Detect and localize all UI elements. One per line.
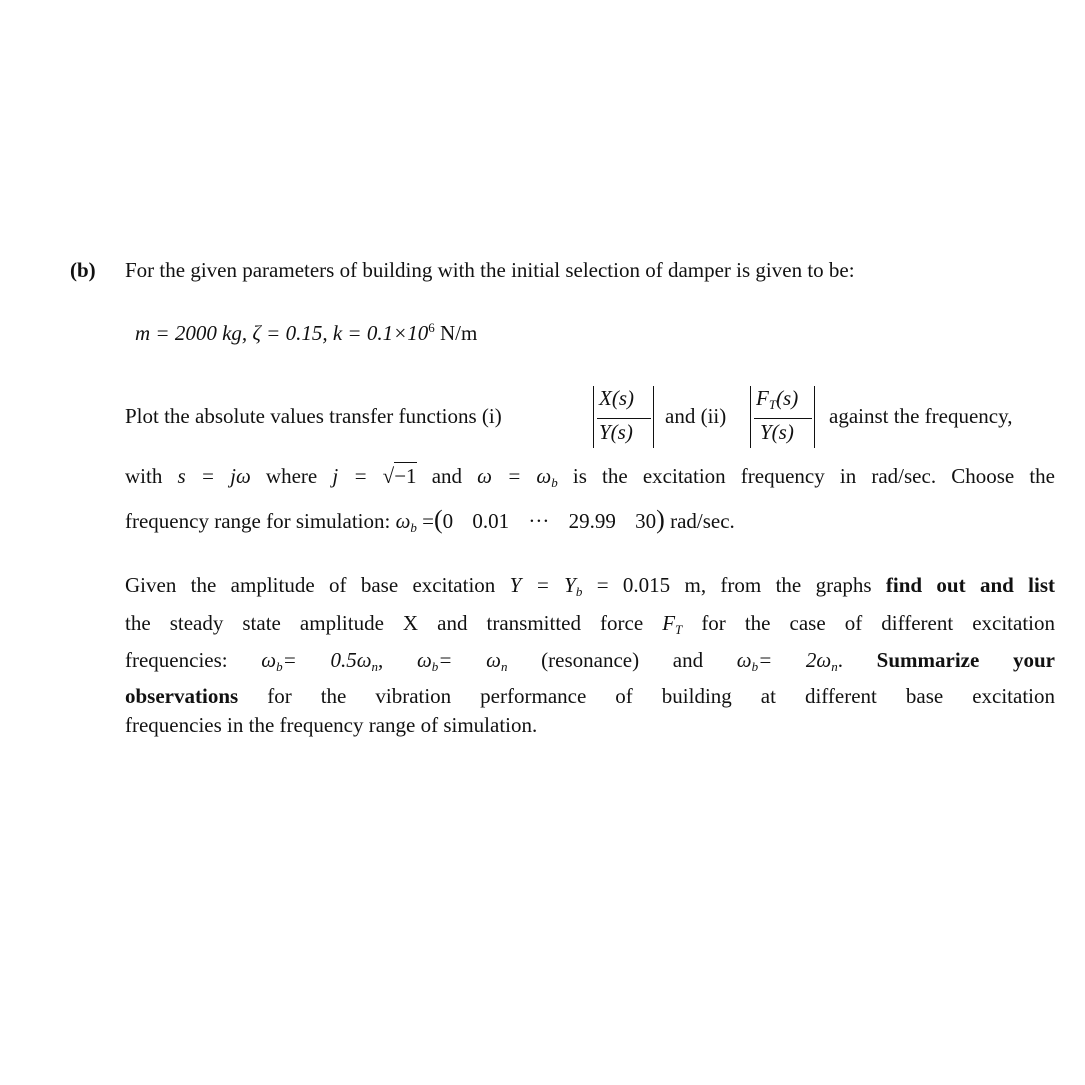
parameter-line bbox=[135, 320, 477, 346]
abs-bar-right bbox=[653, 386, 654, 448]
param-stiffness-unit: N/m bbox=[440, 321, 478, 345]
fraction-line bbox=[754, 418, 812, 419]
abs-bar-left bbox=[750, 386, 751, 448]
sqrt-argument: −1 bbox=[394, 464, 417, 488]
param-stiffness: k = 0.1×10 bbox=[332, 321, 429, 345]
frequency-cases-line: frequencies: $\omega_b= 0.5\omega_n$, $\omega_b= \omega_n$ (resonance) and $\omega_b= 2\omega_n$. Summarize your bbox=[125, 648, 1055, 674]
steady-state-line: the steady state amplitude X and transmitted force $F_T$ for the case of different excitation bbox=[125, 611, 1055, 637]
frequency-definition-line: with s = jω where j = √−1 and $\omega = \omega_b$ is the excitation frequency in rad/sec. Choose the bbox=[125, 464, 1055, 490]
plot-tail-text: against the frequency, bbox=[829, 404, 1013, 428]
observations-line: observations for the vibration performance of building at different base excitation bbox=[125, 684, 1056, 708]
abs-bar-right bbox=[814, 386, 815, 448]
part-label: (b) bbox=[70, 258, 96, 282]
plot-instruction-line bbox=[125, 384, 1055, 450]
tf1-denominator: Y(s) bbox=[599, 420, 633, 444]
fraction-line bbox=[597, 418, 651, 419]
tf1-numerator: X(s) bbox=[599, 386, 634, 410]
amplitude-line: Given the amplitude of base excitation $Y = Y_b = 0.015$ m, from the graphs find out and list bbox=[125, 573, 1055, 599]
tf2-numerator: $F_T(s)$ bbox=[756, 386, 799, 412]
plot-lead-text: Plot the absolute values transfer functions (i) bbox=[125, 404, 502, 428]
and-ii-text: and (ii) bbox=[665, 404, 727, 428]
frequency-range-line: frequency range for simulation: $\omega_b =(0$ 0.01 ··· 29.99 30) rad/sec. bbox=[125, 505, 735, 535]
param-mass: m = 2000 kg, bbox=[135, 321, 248, 345]
final-line: frequencies in the frequency range of simulation. bbox=[125, 713, 538, 737]
param-damping-ratio: ζ = 0.15, bbox=[252, 321, 328, 345]
abs-bar-left bbox=[593, 386, 594, 448]
intro-sentence: For the given parameters of building with the initial selection of damper is given to be: bbox=[125, 258, 855, 282]
param-stiffness-exponent: 6 bbox=[428, 320, 435, 335]
tf2-denominator: Y(s) bbox=[760, 420, 794, 444]
